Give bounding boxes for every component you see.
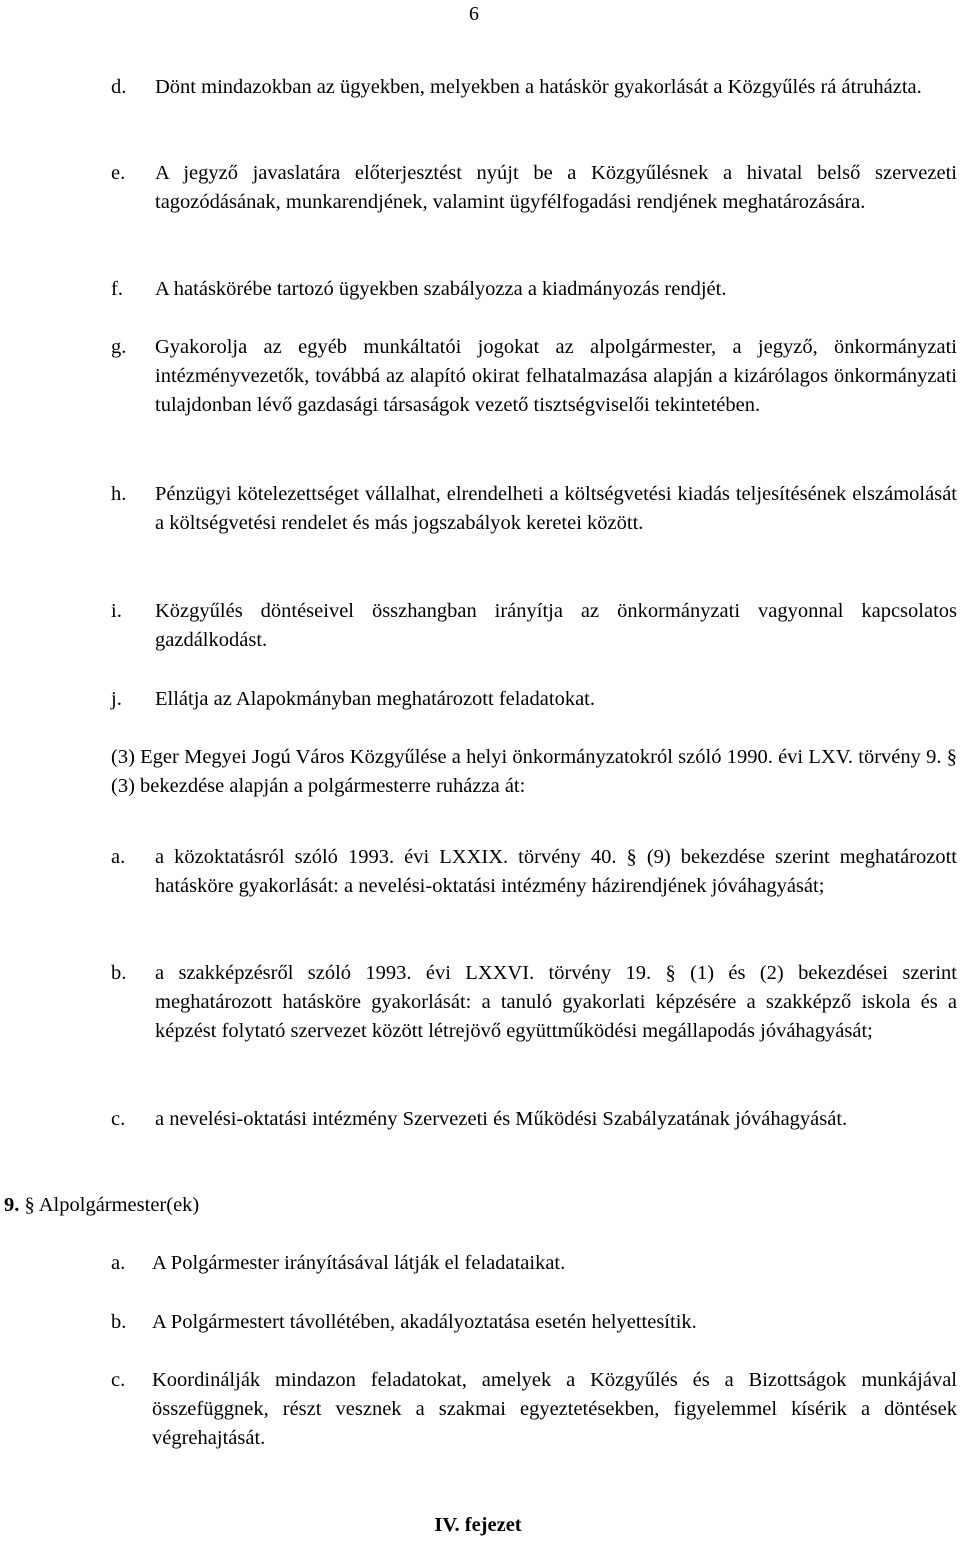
list-marker: b.: [111, 1311, 127, 1333]
list-item-text: a közoktatásról szóló 1993. évi LXXIX. törvény 40. § (9) bekezdése szerint meghatározott hatásköre gyakorlását: a nevelési-oktatási intézmény házirendjének jóváhagyását;: [155, 846, 957, 897]
list-marker: a.: [111, 846, 126, 868]
list-marker: a.: [111, 1252, 126, 1274]
list-item-text: A Polgármester irányításával látják el feladataikat.: [152, 1252, 566, 1274]
section-heading: [4, 1191, 199, 1220]
list-item-text: Ellátja az Alapokmányban meghatározott feladatokat.: [155, 688, 595, 710]
list-item-text: a szakképzésről szóló 1993. évi LXXVI. törvény 19. § (1) és (2) bekezdései szerint meghatározott hatásköre gyakorlását: a tanuló gyakorlati képzésére a szakképző iskola és a képzést folytató szervezet között létrejövő együttműködési megállapodás jóváhagyását;: [155, 962, 957, 1042]
list-marker: c.: [111, 1108, 126, 1130]
list-marker: h.: [111, 483, 127, 505]
section-number: 9.: [4, 1194, 20, 1216]
list-marker: b.: [111, 962, 127, 984]
page-number: 6: [469, 3, 479, 25]
paragraph-3: (3) Eger Megyei Jogú Város Közgyűlése a helyi önkormányzatokról szóló 1990. évi LXV. törvény 9. § (3) bekezdése alapján a polgármesterre ruházza át:: [111, 746, 957, 797]
list-marker: e.: [111, 162, 126, 184]
list-marker: g.: [111, 336, 127, 358]
list-item-text: A jegyző javaslatára előterjesztést nyújt be a Közgyűlésnek a hivatal belső szervezeti tagozódásának, munkarendjének, valamint ügyfélfogadási rendjének meghatározására.: [155, 162, 957, 213]
list-item-text: Közgyűlés döntéseivel összhangban irányítja az önkormányzati vagyonnal kapcsolatos gazdálkodást.: [155, 600, 957, 651]
list-marker: d.: [111, 76, 127, 98]
list-item-text: A hatáskörébe tartozó ügyekben szabályozza a kiadmányozás rendjét.: [155, 278, 727, 300]
list-item-text: A Polgármestert távollétében, akadályoztatása esetén helyettesítik.: [152, 1311, 697, 1333]
list-marker: c.: [111, 1369, 126, 1391]
list-marker: f.: [111, 278, 123, 300]
list-item-text: a nevelési-oktatási intézmény Szervezeti és Működési Szabályzatának jóváhagyását.: [155, 1108, 848, 1130]
list-item-text: Gyakorolja az egyéb munkáltatói jogokat az alpolgármester, a jegyző, önkormányzati intézményvezetők, továbbá az alapító okirat felhatalmazása alapján a kizárólagos önkormányzati tulajdonban lévő gazdasági társaságok vezető tisztségviselői tekintetében.: [155, 336, 957, 416]
section-title: § Alpolgármester(ek): [24, 1194, 200, 1216]
list-item-text: Dönt mindazokban az ügyekben, melyekben a hatáskör gyakorlását a Közgyűlés rá átruházta.: [155, 76, 922, 98]
list-item-text: Pénzügyi kötelezettséget vállalhat, elrendelheti a költségvetési kiadás teljesítésének elszámolását a költségvetési rendelet és más jogszabályok keretei között.: [155, 483, 957, 534]
list-marker: i.: [111, 600, 122, 622]
list-marker: j.: [111, 688, 122, 710]
list-item-text: Koordinálják mindazon feladatokat, amelyek a Közgyűlés és a Bizottságok munkájával összefüggnek, részt vesznek a szakmai egyeztetésekben, figyelemmel kísérik a döntések végrehajtását.: [152, 1369, 957, 1449]
chapter-heading: IV. fejezet: [434, 1514, 522, 1536]
